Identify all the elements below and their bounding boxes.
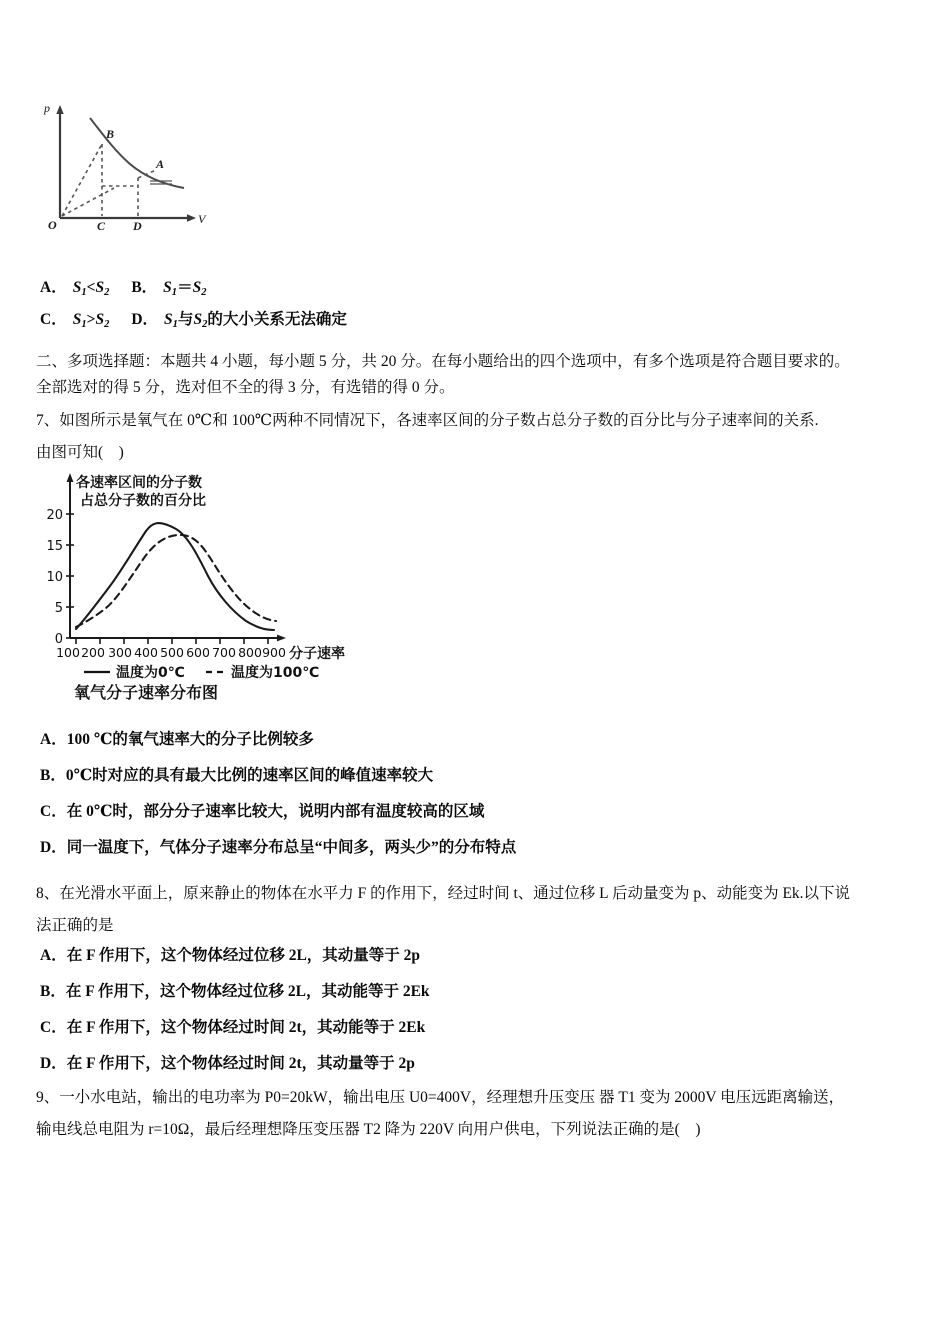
- pv-label-A: A: [156, 157, 165, 171]
- q6-option-b-s1: $S_1$: [163, 279, 178, 298]
- q6-option-b-label: B．: [131, 279, 158, 296]
- q7-option-b-label: B．: [40, 767, 66, 784]
- pv-diagram-figure: [38, 96, 228, 231]
- q9-stem-line-2: 输电线总电阻为 r=10Ω，最后经理想降压变压器 T2 降为 220V 向用户供电，下列说法正确的是( ): [36, 1121, 701, 1138]
- speed-distribution-figure: [46, 466, 391, 701]
- chart-xtick-700: 700: [212, 645, 236, 660]
- q6-options-line-1: [40, 278, 206, 303]
- chart-ytick-15: 15: [46, 539, 63, 554]
- q8-option-d: [40, 1054, 415, 1074]
- chart-legend-label-0c: 温度为0℃: [116, 665, 185, 681]
- q6-option-b-s2: $S_2$: [192, 279, 207, 298]
- q7-option-c: [40, 802, 484, 822]
- q9-stem-line-1: 9、一小水电站，输出的电功率为 P0=20kW，输出电压 U0=400V，经理想升压变压 器 T1 变为 2000V 电压远距离输送，: [36, 1089, 845, 1106]
- pv-label-O: O: [48, 218, 57, 231]
- q6-option-d-s2: $S_2$: [193, 311, 208, 330]
- q6-option-a-s1: $S_1$: [72, 279, 87, 298]
- q7-option-c-label: C．: [40, 803, 67, 820]
- chart-ytick-5: 5: [54, 601, 63, 616]
- q6-option-c-label: C．: [40, 311, 67, 328]
- q8-stem-line-2: 法正确的是: [36, 917, 114, 934]
- q6-option-a-label: A．: [40, 279, 67, 296]
- q6-option-d-text: 与: [177, 311, 194, 328]
- chart-x-axis-title: 分子速率: [289, 646, 345, 662]
- q6-option-c-s1: $S_1$: [72, 311, 87, 330]
- q6-sub-1c: 1: [81, 318, 87, 330]
- q6-sub-1b: 1: [171, 286, 178, 298]
- chart-legend-label-100c: 温度为100℃: [231, 665, 320, 681]
- chart-caption: 氧气分子速率分布图: [73, 683, 219, 701]
- q7-option-d: [40, 838, 516, 858]
- pv-diagram-svg: [38, 96, 228, 231]
- q8-option-c: [40, 1018, 425, 1038]
- q6-eq: ＝: [177, 279, 193, 296]
- q7-option-c-text: 在 0℃时，部分分子速率比较大，说明内部有温度较高的区域: [66, 803, 485, 820]
- pv-label-B: B: [106, 127, 115, 141]
- q7-stem-line-2: 由图可知( ): [36, 444, 124, 461]
- q6-sub-2b: 2: [201, 286, 207, 298]
- pv-label-C: C: [97, 219, 106, 231]
- chart-x-tick-labels: [56, 645, 286, 660]
- chart-y-axis-title-line1: 各速率区间的分子数: [76, 475, 202, 491]
- q6-option-d-s1: $S_1$: [164, 311, 178, 330]
- chart-xtick-200: 200: [81, 645, 105, 660]
- chart-xtick-300: 300: [108, 645, 132, 660]
- q8-option-d-text: 在 F 作用下，这个物体经过时间 2t，其动量等于 2p: [66, 1055, 415, 1072]
- q7-option-a: [40, 730, 314, 750]
- chart-xtick-900: 900: [262, 645, 286, 660]
- q8-option-a-text: 在 F 作用下，这个物体经过位移 2L，其动量等于 2p: [66, 947, 421, 964]
- q7-option-b: [40, 766, 433, 786]
- q6-sub-2d: 2: [202, 318, 208, 330]
- chart-x-axis-arrow: [277, 635, 286, 642]
- chart-ytick-10: 10: [46, 570, 63, 585]
- q8-option-b-text: 在 F 作用下，这个物体经过位移 2L，其动能等于 2Ek: [65, 983, 430, 1000]
- q6-option-a-s2: $S_2$: [95, 279, 110, 298]
- chart-y-axis-arrow: [67, 473, 74, 482]
- q8-stem-line-1: 8、在光滑水平面上，原来静止的物体在水平力 F 的作用下，经过时间 t、通过位移 L 后动量变为 p、动能变为 Ek.以下说: [36, 885, 851, 902]
- chart-series-dashed-100c: [76, 535, 276, 627]
- chart-xtick-600: 600: [186, 645, 210, 660]
- q8-option-c-label: C．: [40, 1019, 67, 1036]
- chart-xtick-400: 400: [134, 645, 158, 660]
- q8-option-a: [40, 946, 420, 966]
- speed-distribution-svg: [46, 466, 391, 701]
- q6-sub-1a: 1: [81, 286, 87, 298]
- q8-option-b-label: B．: [40, 983, 66, 1000]
- section-2-line-1: 二、多项选择题：本题共 4 小题，每小题 5 分，共 20 分。在每小题给出的四个选项中，有多个选项是符合题目要求的。: [36, 353, 850, 370]
- chart-ytick-0: 0: [54, 632, 63, 647]
- q8-option-c-text: 在 F 作用下，这个物体经过时间 2t，其动能等于 2Ek: [66, 1019, 426, 1036]
- section-2-line-2: 全部选对的得 5 分，选对但不全的得 3 分，有选错的得 0 分。: [36, 379, 455, 396]
- pv-label-D: D: [133, 219, 142, 231]
- q7-stem-line-1: 7、如图所示是氧气在 0℃和 100℃两种不同情况下，各速率区间的分子数占总分子数的百分比与分子速率间的关系.: [36, 412, 819, 429]
- q6-gt: >: [86, 311, 96, 328]
- chart-y-tick-labels: [46, 508, 63, 647]
- q6-options-line-2: [40, 310, 347, 335]
- q7-option-a-text: 100 ℃的氧气速率大的分子比例较多: [66, 731, 314, 748]
- pv-y-axis-arrow: [56, 105, 63, 114]
- chart-ytick-20: 20: [46, 508, 63, 523]
- pv-label-V: V: [198, 212, 206, 226]
- q6-option-d-label: D．: [131, 311, 159, 328]
- q6-sub-1d: 1: [172, 318, 178, 330]
- q6-sub-2a: 2: [104, 286, 110, 298]
- pv-isotherm-curve: [90, 118, 184, 188]
- chart-y-axis-title-line2: 占总分子数的百分比: [80, 493, 206, 509]
- chart-series-solid-0c: [76, 523, 274, 630]
- q6-option-d-text2: 的大小关系无法确定: [207, 311, 347, 328]
- q7-option-d-label: D．: [40, 839, 67, 856]
- q8-option-a-label: A．: [40, 947, 67, 964]
- chart-xtick-100: 100: [56, 645, 80, 660]
- q8-option-d-label: D．: [40, 1055, 67, 1072]
- q7-option-d-text: 同一温度下，气体分子速率分布总呈“中间多，两头少”的分布特点: [66, 839, 517, 856]
- q7-option-a-label: A．: [40, 731, 67, 748]
- q6-option-c-s2: $S_2$: [95, 311, 110, 330]
- pv-label-p: p: [44, 101, 50, 115]
- chart-xtick-500: 500: [160, 645, 184, 660]
- q8-option-b: [40, 982, 430, 1002]
- chart-xtick-800: 800: [238, 645, 262, 660]
- pv-x-axis-arrow: [187, 214, 196, 221]
- q6-lt: <: [86, 279, 96, 296]
- q7-option-b-text: 0℃时对应的具有最大比例的速率区间的峰值速率较大: [65, 767, 434, 784]
- q6-sub-2c: 2: [104, 318, 110, 330]
